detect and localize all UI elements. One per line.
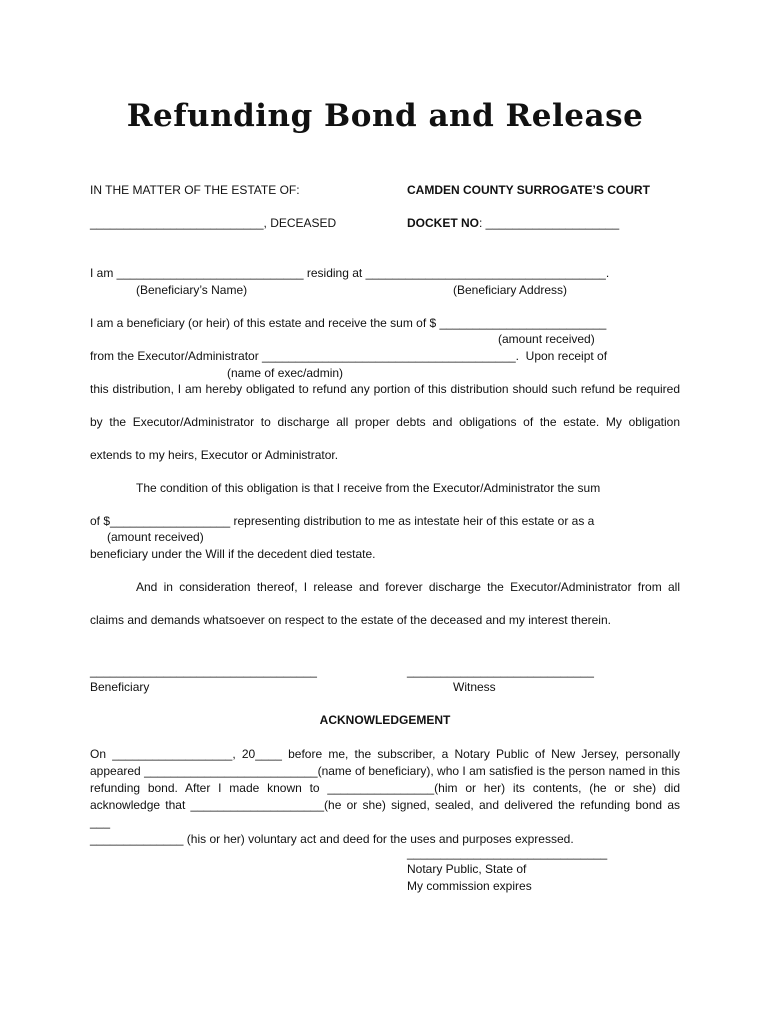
notary-state-label: Notary Public, State of (407, 862, 527, 876)
estate-matter-label: IN THE MATTER OF THE ESTATE OF: (90, 183, 300, 197)
sum-line: I am a beneficiary (or heir) of this estate and receive the sum of $ _________________________ (90, 316, 607, 330)
acknowledgement-line-3: refunding bond. After I made known to ________________(him or her) its contents, (he or she) did (90, 781, 680, 795)
amount-received-hint-2: (amount received) (107, 530, 204, 544)
document-title: Refunding Bond and Release (126, 98, 644, 134)
docket-blank: : ____________________ (479, 216, 620, 230)
condition-line: The condition of this obligation is that I receive from the Executor/Administrator the sum (136, 481, 601, 495)
executor-line: from the Executor/Administrator ______________________________________. Upon receipt of (90, 349, 608, 363)
witness-signature-line: ____________________________ (407, 664, 594, 678)
distribution-line: of $__________________ representing distribution to me as intestate heir of this estate or as a (90, 514, 595, 528)
acknowledgement-line-4: acknowledge that ____________________(he or she) signed, sealed, and delivered the refunding bond as ___ (90, 798, 680, 829)
release-line-2: claims and demands whatsoever on respect to the estate of the deceased and my interest therein. (90, 613, 611, 627)
acknowledgement-line-1: On __________________, 20____ before me, the subscriber, a Notary Public of New Jersey, personally (90, 747, 680, 761)
beneficiary-intro-line: I am ____________________________ residing at ____________________________________. (90, 266, 610, 280)
beneficiary-name-hint: (Beneficiary’s Name) (136, 283, 248, 297)
acknowledgement-line-2: appeared __________________________(name of beneficiary), who I am satisfied is the person named in this (90, 764, 680, 778)
beneficiary-address-hint: (Beneficiary Address) (453, 283, 568, 297)
obligation-line-2: by the Executor/Administrator to discharge all proper debts and obligations of the estate. My obligation (90, 415, 680, 429)
release-line-1: And in consideration thereof, I release and forever discharge the Executor/Administrator from all (136, 580, 680, 594)
will-line: beneficiary under the Will if the decedent died testate. (90, 547, 376, 561)
witness-signature-label: Witness (453, 680, 496, 694)
docket-label: DOCKET NO (407, 216, 479, 230)
notary-commission-label: My commission expires (407, 879, 532, 893)
beneficiary-signature-label: Beneficiary (90, 680, 150, 694)
notary-signature-line: ______________________________ (407, 846, 608, 860)
docket-number (407, 216, 619, 231)
amount-received-hint: (amount received) (498, 332, 595, 346)
beneficiary-signature-line: __________________________________ (90, 664, 317, 678)
acknowledgement-heading: ACKNOWLEDGEMENT (319, 713, 451, 727)
obligation-line-1: this distribution, I am hereby obligated to refund any portion of this distribution should such refund be required (90, 382, 680, 396)
acknowledgement-line-5: ______________ (his or her) voluntary act and deed for the uses and purposes expressed. (90, 832, 574, 846)
court-name: CAMDEN COUNTY SURROGATE’S COURT (407, 183, 650, 197)
obligation-line-3: extends to my heirs, Executor or Administrator. (90, 448, 339, 462)
deceased-line: __________________________, DECEASED (90, 216, 337, 230)
acknowledgement-paragraph (90, 746, 680, 848)
exec-name-hint: (name of exec/admin) (227, 366, 344, 380)
